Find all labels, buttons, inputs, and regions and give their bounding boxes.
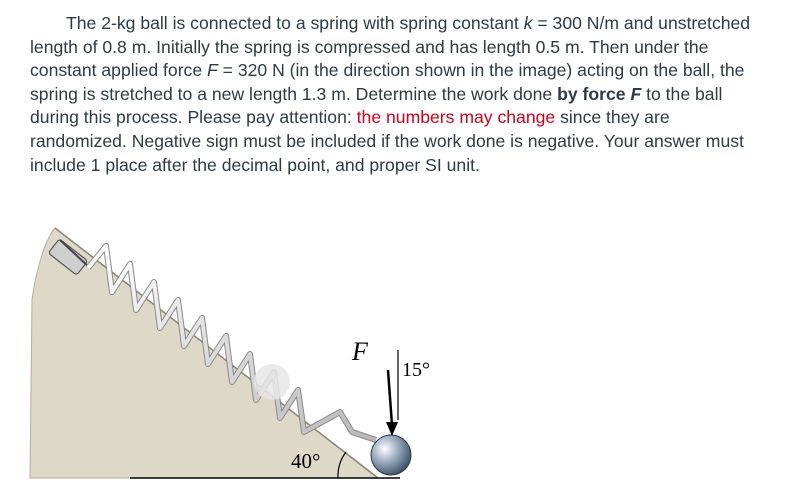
problem-text-3: = 320 N (in the direction shown in the image) acting on the ball, the spring is stretched to a new length 1.3 m. Determine the work done [30,60,745,104]
problem-text-2: = 300 N/m and unstretched length of 0.8 m. Initially the spring is compressed and has length 0.5 m. Then under the constant applied force [30,13,751,81]
bold-phrase: by force F [557,83,642,104]
randomized-warning: the numbers may change [356,107,556,128]
k-symbol: k [523,13,533,33]
F-symbol: F [207,60,218,81]
force-label: F [352,337,368,366]
problem-text-4: to the ball during this process. Please pay attention: [30,83,723,128]
force-arrowhead [386,422,398,436]
force-angle-label: 15° [402,359,430,381]
force-arrow [388,370,392,425]
ball [371,435,411,475]
incline-angle-label: 40° [291,449,321,473]
initial-ball-ghost [254,364,290,400]
problem-text-1: The 2-kg ball is connected to a spring with spring constant [66,13,524,33]
problem-text-5: since they are randomized. Negative sign must be included if the work done is negative. Your answer must include 1 place after the decimal point, and proper SI unit. [30,107,744,175]
